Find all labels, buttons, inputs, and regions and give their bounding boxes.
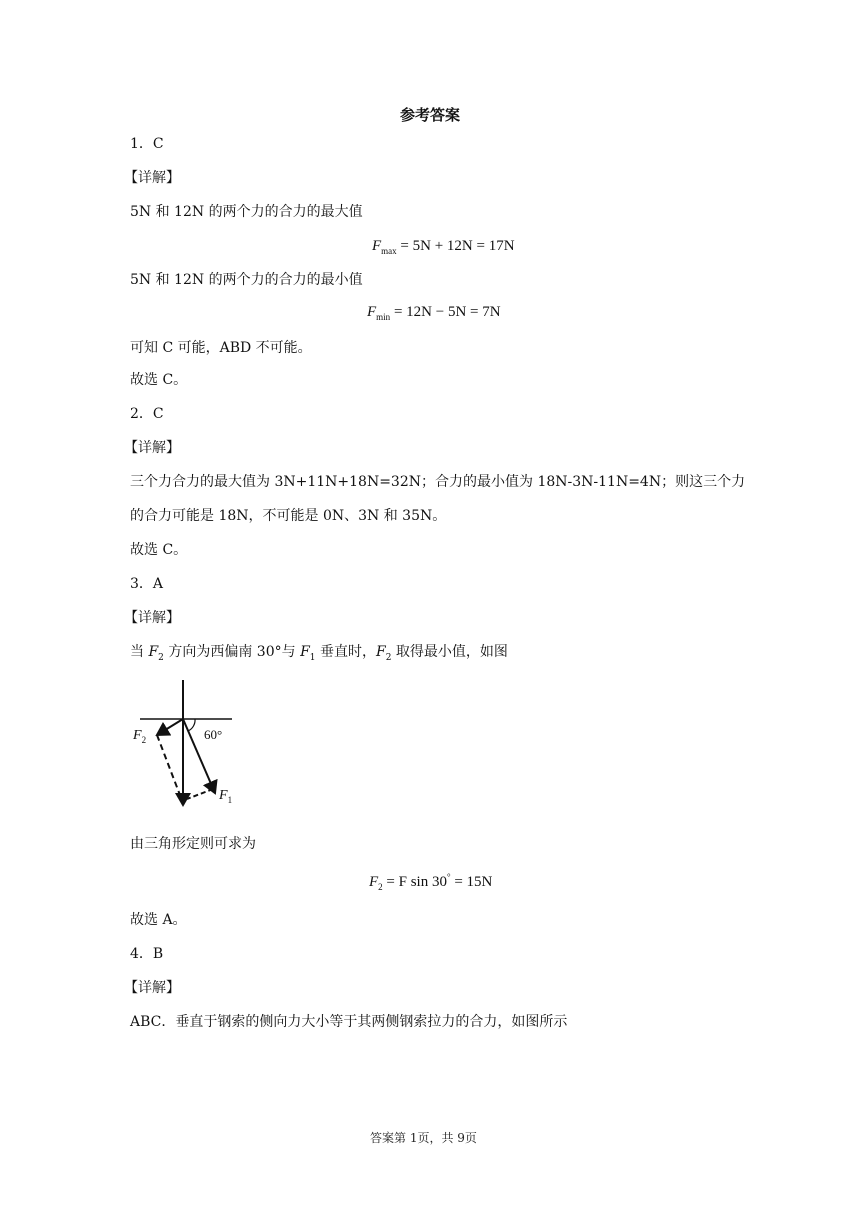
q3-eq-rhs: = F sin 30 [382, 874, 447, 890]
q1-eq1-sub: max [381, 246, 397, 256]
q4-detail-heading: 【详解】 [124, 980, 180, 996]
force-diagram [125, 675, 255, 815]
f2-sub-2: 2 [385, 653, 392, 663]
q2-line1: 三个力合力的最大值为 3N+11N+18N=32N；合力的最小值为 18N-3N-11N=4N；则这三个力 [130, 474, 746, 490]
f2-label: $F_2$ [133, 728, 147, 745]
q1-line1: 5N 和 12N 的两个力的合力的最大值 [130, 204, 363, 220]
q2-detail-heading: 【详解】 [124, 440, 180, 456]
q3-eq-degree: ° [446, 872, 451, 882]
q3-line1-part-c: 垂直时， [315, 644, 376, 660]
angle-label: 60° [204, 727, 223, 742]
q3-line1 [130, 642, 508, 664]
q1-eq1-rhs: = 5N + 12N = 17N [396, 238, 515, 254]
q1-eq2-rhs: = 12N − 5N = 7N [390, 304, 501, 320]
q2-answer: 2．C [130, 406, 164, 422]
f2-vector [157, 719, 183, 735]
q1-conclusion: 故选 C。 [130, 372, 188, 388]
page-footer: 答案第 1页，共 9页 [370, 1131, 477, 1145]
q3-line1-part-d: 取得最小值，如图 [391, 644, 508, 660]
q1-line3: 可知 C 可能，ABD 不可能。 [130, 340, 312, 356]
q3-eq-end: = 15N [450, 874, 493, 890]
q2-conclusion: 故选 C。 [130, 542, 188, 558]
f2-symbol: F [148, 644, 159, 660]
dashed-construction-line-2 [187, 789, 213, 799]
q3-line2: 由三角形定则可求为 [130, 836, 256, 852]
dashed-construction-line [157, 735, 183, 803]
q3-answer: 3．A [130, 576, 164, 592]
f1-sub: 1 [309, 653, 316, 663]
q1-equation-min: $F_{min} = 12N - 5N = 7N$ [367, 304, 501, 322]
f2-sub: 2 [158, 653, 164, 663]
q2-line2: 的合力可能是 18N，不可能是 0N、3N 和 35N。 [130, 508, 447, 524]
page-title: 参考答案 [400, 106, 461, 124]
q4-answer: 4．B [130, 946, 164, 962]
angle-arc [188, 719, 195, 731]
q1-detail-heading: 【详解】 [124, 170, 180, 186]
f2-symbol-2: F [375, 644, 386, 660]
q1-answer: 1．C [130, 136, 164, 152]
q3-detail-heading: 【详解】 [124, 610, 180, 626]
f1-label: $F_1$ [219, 788, 233, 805]
q1-equation-max: $F_{max} = 5N + 12N = 17N$ [372, 238, 515, 256]
q1-line2: 5N 和 12N 的两个力的合力的最小值 [130, 272, 363, 288]
q3-equation: $F_2 = F$ sin 30° = 15N [369, 872, 493, 892]
f1-symbol: F [300, 644, 310, 660]
q3-line1-part-b: 方向为西偏南 30°与 [163, 644, 301, 660]
q3-conclusion: 故选 A。 [130, 912, 187, 928]
q1-eq2-sub: min [376, 312, 391, 322]
q4-line1: ABC．垂直于钢索的侧向力大小等于其两侧钢索拉力的合力，如图所示 [130, 1014, 568, 1030]
q3-line1-part-a: 当 [130, 644, 149, 660]
